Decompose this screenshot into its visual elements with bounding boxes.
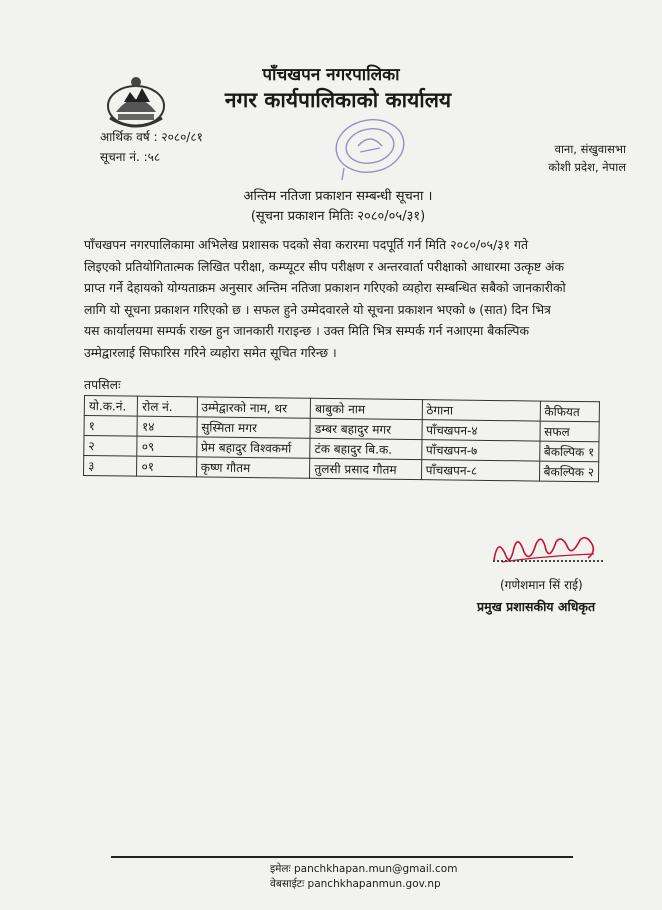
footer-website: वेबसाईटः panchkhapanmun.gov.np [270,878,441,890]
notice-date: (सूचना प्रकाशन मितिः २०८०/०५/३१) [250,209,426,224]
body-line: प्राप्त गर्ने देहायको योग्यताक्रम अनुसार अन्तिम नतिजा प्रकाशन गरिएको व्यहोरा सम्बन्धित सबैको जानकारीको [84,280,566,295]
column-header: ठेगाना [422,400,540,421]
column-header: बाबुको नाम [311,398,422,419]
table-cell: सफल [540,421,600,442]
notice-title: अन्तिम नतिजा प्रकाशन सम्बन्धी सूचना । [243,189,433,204]
table-cell: पाँचखपन-८ [421,460,539,481]
table-cell: सुस्मिता मगर [197,417,311,438]
office-name: नगर कार्यपालिकाको कार्यालय [224,88,452,112]
table-cell: ०१ [137,456,196,477]
signatory-title: प्रमुख प्रशासकीय अधिकृत [477,599,596,614]
details-label: तपसिलः [84,377,121,392]
office-stamp-icon [324,112,410,184]
table-cell: बैकल्पिक १ [539,441,599,462]
body-line: यस कार्यालयमा सम्पर्क राख्न हुन जानकारी गराइन्छ । उक्त मिति भित्र सम्पर्क गर्न नआएमा बैकल्पिक [84,323,529,338]
body-line: लागि यो सूचना प्रकाशन गरिएको छ । सफल हुने उम्मेदवारले यो सूचना प्रकाशन भएको ७ (सात) दिन भित्र [84,301,551,317]
table-cell: पाँचखपन-४ [422,420,540,441]
body-line: पाँचखपन नगरपालिकामा अभिलेख प्रशासक पदको सेवा करारमा पदपूर्ति गर्न मिति २०८०/०५/३१ गते [84,237,529,252]
column-header: उम्मेद्वारको नाम, थर [197,397,311,418]
table-cell: डम्बर बहादुर मगर [310,418,421,439]
notice-body [84,234,625,363]
table-cell: बैकल्पिक २ [539,461,599,482]
column-header: कैफियत [540,401,600,422]
notice-number: सूचना नं. :५८ [100,150,161,164]
table-cell: प्रेम बहादुर विश्वकर्मा [196,437,310,458]
column-header: यो.क.नं. [84,396,138,417]
address-line-2: कोशी प्रदेश, नेपाल [548,160,626,174]
body-line: लिइएको प्रतियोगितात्मक लिखित परीक्षा, कम्प्यूटर सीप परीक्षण र अन्तरवार्ता परीक्षाको आधारमा उत्कृष्ट अंक [84,258,564,274]
table-cell: कृष्ण गौतम [196,457,310,478]
body-line: उम्मेद्वारलाई सिफारिस गरिने व्यहोरा समेत सूचित गरिन्छ । [84,344,337,360]
fiscal-year: आर्थिक वर्ष : २०८०/८१ [100,130,203,144]
table-cell: पाँचखपन-७ [421,440,539,461]
table-cell: तुलसी प्रसाद गौतम [310,458,421,479]
signature-line [493,560,603,562]
results-table [83,395,600,482]
table-cell: टंक बहादुर बि.क. [310,438,421,459]
address-line-1: वाना, संखुवासभा [554,142,626,156]
column-header: रोल नं. [138,396,197,417]
municipality-name: पाँचखपन नगरपालिका [262,65,400,85]
signatory-name: (गणेशमान सिं राई) [500,578,583,592]
table-cell: १ [84,416,138,437]
signature-icon [484,526,604,572]
table-cell: ३ [84,456,138,477]
footer-divider [111,856,573,858]
footer-email: इमेलः panchkhapan.mun@gmail.com [270,863,458,875]
table-cell: ०९ [137,436,196,457]
table-cell: १४ [137,416,196,437]
table-cell: २ [84,436,138,457]
